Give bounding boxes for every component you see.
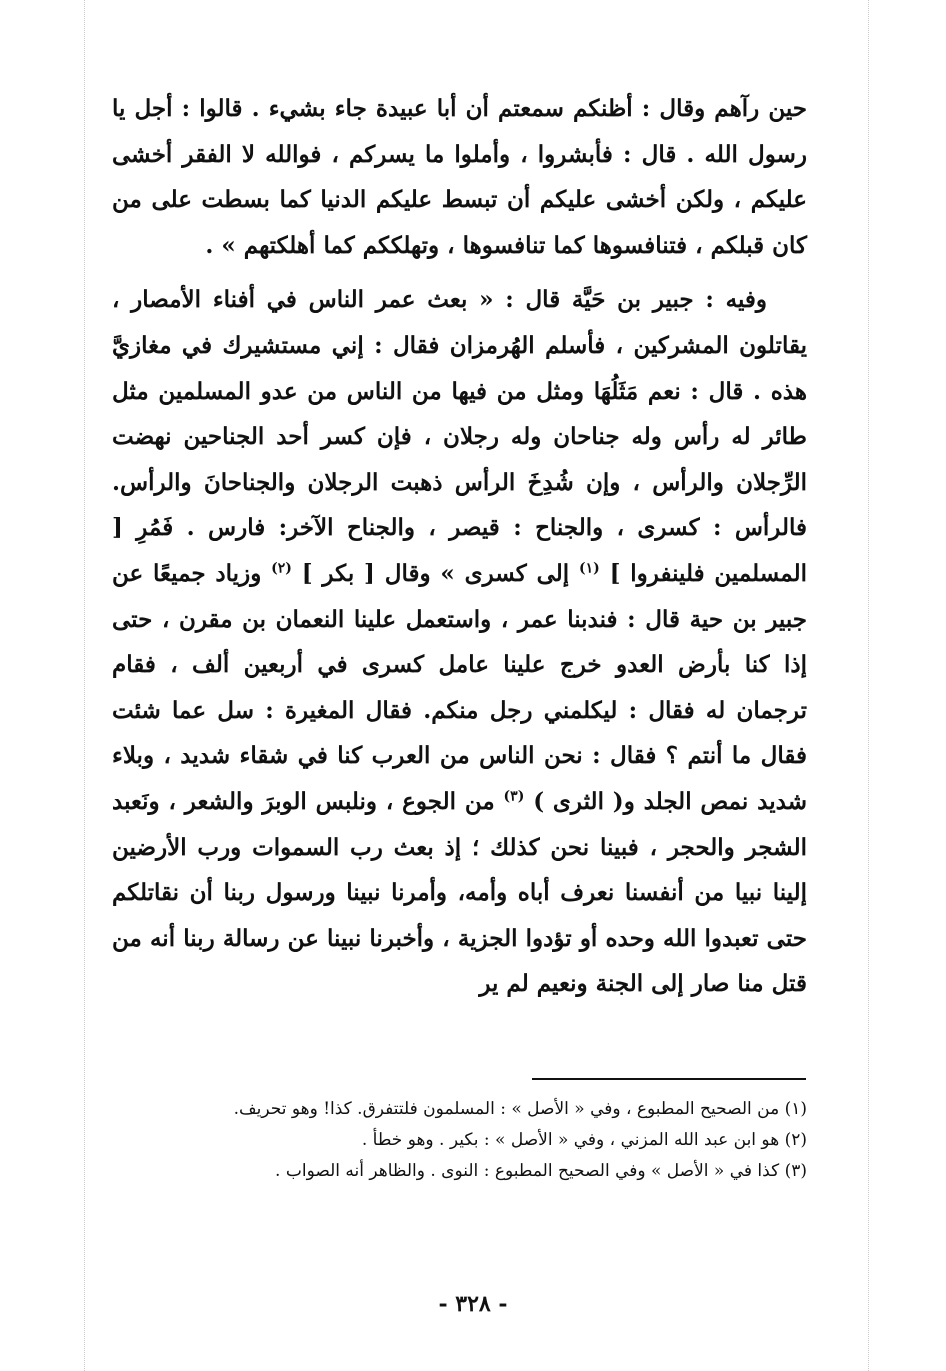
footnote-3: (٣) كذا في « الأصل » وفي الصحيح المطبوع : النوى . والظاهر أنه الصواب . bbox=[275, 1161, 807, 1181]
footnote-separator bbox=[532, 1078, 806, 1080]
paragraph-2-part-3: وزياد جميعًا عن جبير بن حية قال : فندبنا عمر ، واستعمل علينا النعمان بن مقرن ، حتى إذا كنا بأرض العدو خرج علينا عامل كسرى في أربعين ألف ، فقام ترجمان له فقال : ليكلمني رجل منكم. فقال المغيرة : سل عما شئت فقال ما أنتم ؟ فقال : نحن الناس من العرب كنا في شقاء شديد ، وبلاء شديد نمص الجلد و( الثرى ) bbox=[112, 559, 807, 815]
paragraph-2-part-2: إلى كسرى » وقال [ بكر ] bbox=[301, 559, 570, 587]
page-edge-right bbox=[868, 0, 869, 1371]
paragraph-1: حين رآهم وقال : أظنكم سمعتم أن أبا عبيدة جاء بشيء . قالوا : أجل يا رسول الله . قال : فأبشروا ، وأملوا ما يسركم ، فوالله لا الفقر أخشى عليكم ، ولكن أخشى عليكم أن تبسط عليكم الدنيا كما بسطت على من كان قبلكم ، فتنافسوها كما تنافسوها ، وتهلككم كما أهلكتهم » . bbox=[112, 95, 807, 259]
paragraph-2 bbox=[112, 277, 807, 1007]
footnote-2: (٢) هو ابن عبد الله المزني ، وفي « الأصل » : بكير . وهو خطأ . bbox=[361, 1130, 807, 1150]
page-edge-left bbox=[84, 0, 85, 1371]
footnote-marker-2: (٢) bbox=[271, 560, 292, 577]
footnote-marker-1: (١) bbox=[578, 560, 600, 577]
footnotes bbox=[112, 1094, 807, 1187]
main-text bbox=[112, 86, 807, 1007]
page-number: - ٣٢٨ - bbox=[438, 1291, 508, 1317]
paragraph-2-part-4: من الجوع ، ونلبس الوبرَ والشعر ، ونَعبد الشجر والحجر ، فبينا نحن كذلك ؛ إذ بعث رب السموات ورب الأرضين إلينا نبيا من أنفسنا نعرف أباه وأمه، وأمرنا نبينا ورسول ربنا أن نقاتلكم حتى تعبدوا الله وحده أو تؤدوا الجزية ، وأخبرنا نبينا عن رسالة ربنا أنه من قتل منا صار إلى الجنة ونعيم لم ير bbox=[112, 787, 807, 998]
footnote-1: (١) من الصحيح المطبوع ، وفي « الأصل » : المسلمون فلتتفرق. كذا! وهو تحريف. bbox=[233, 1099, 807, 1119]
footnote-marker-3: (٣) bbox=[503, 788, 525, 805]
paragraph-2-part-1: وفيه : جبير بن حَيَّة قال : « بعث عمر الناس في أفناء الأمصار ، يقاتلون المشركين ، فأسلم الهُرمزان فقال : إني مستشيرك في مغازيَّ هذه . قال : نعم مَثَلُهَا ومثل من فيها من الناس من عدو المسلمين مثل طائر له رأس وله جناحان وله رجلان ، فإن كسر أحد الجناحين نهضت الرِّجلان والرأس ، وإن شُدِخَ الرأس ذهبت الرجلان والجناحانَ والرأس. فالرأس : كسرى ، والجناح : قيصر ، والجناح الآخر: فارس . فَمُرِ [ المسلمين فلينفروا ] bbox=[112, 286, 807, 587]
